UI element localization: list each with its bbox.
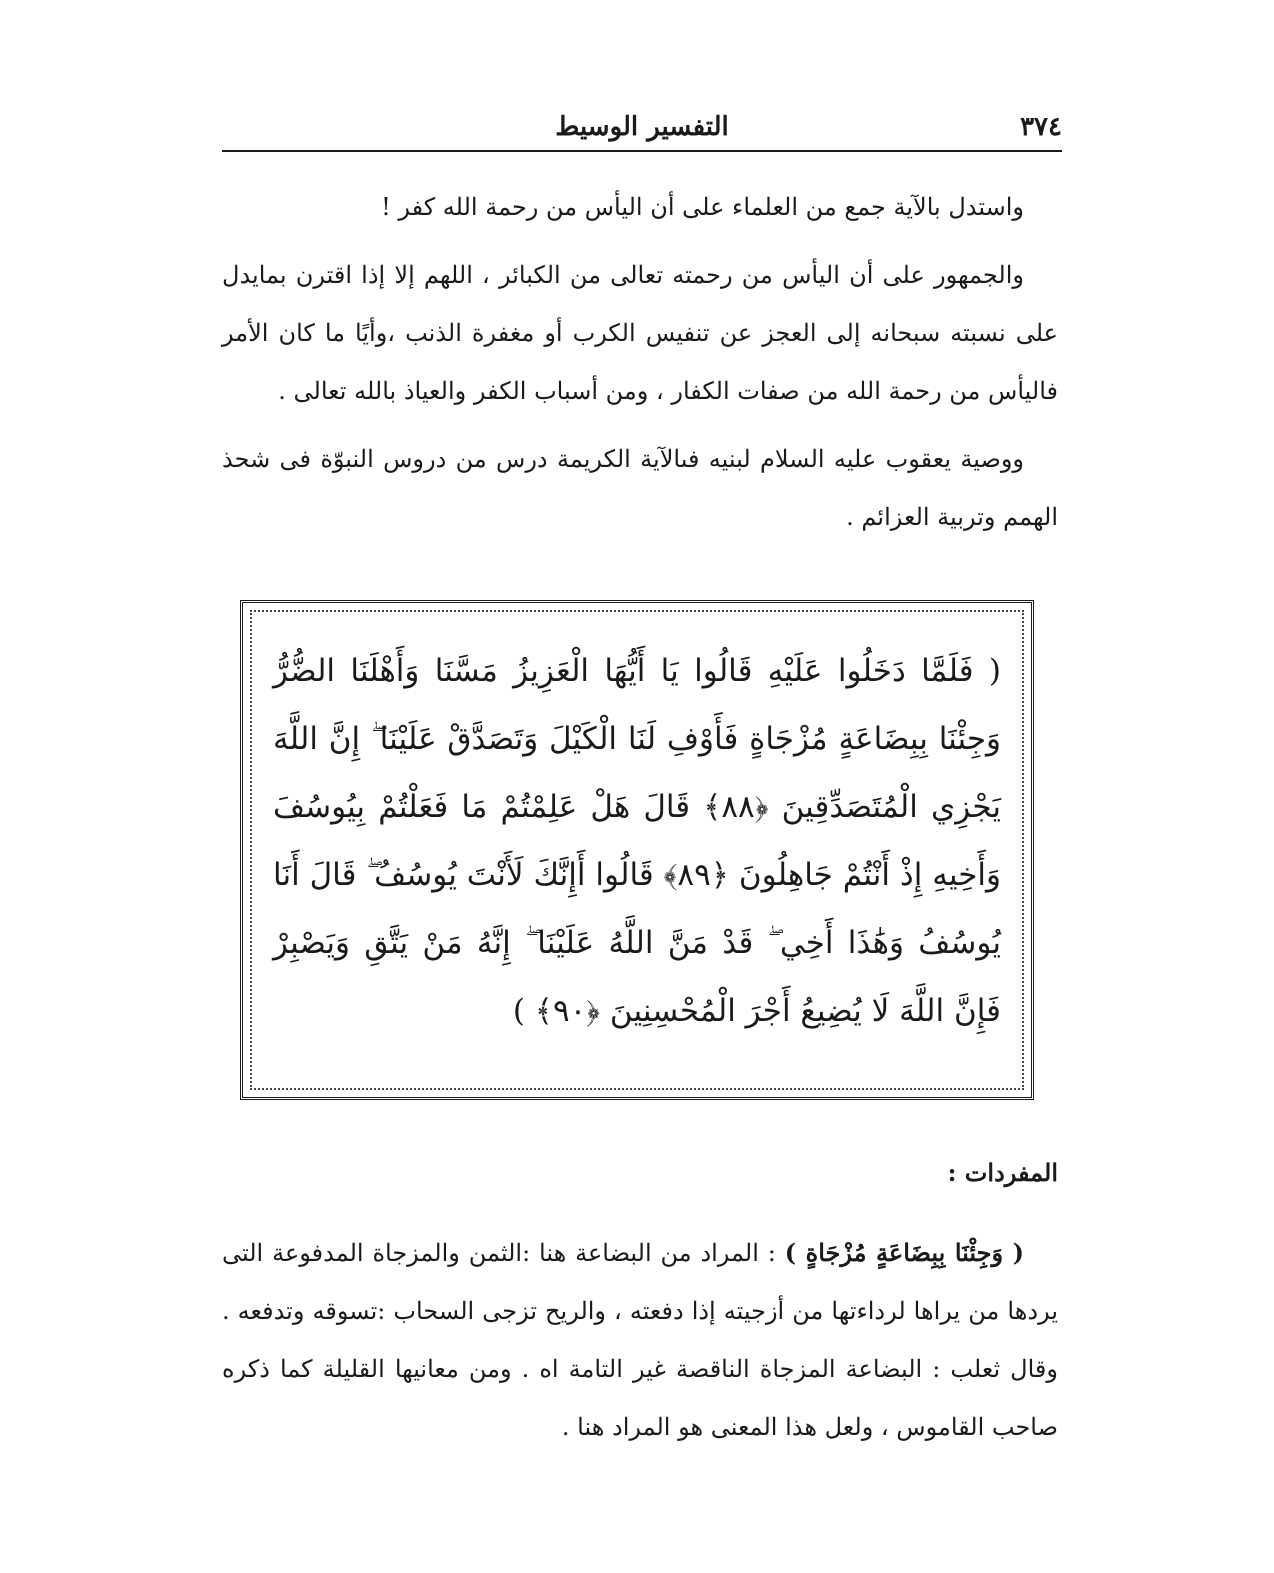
vocabulary-entry — [222, 1224, 1058, 1456]
vocabulary-heading: المفردات : — [947, 1158, 1058, 1187]
intro-paragraph-1: واستدل بالآية جمع من العلماء على أن اليأس من رحمة الله كفر ! — [381, 193, 1024, 221]
vocabulary-section — [222, 1224, 1058, 1456]
page-header — [222, 108, 1062, 146]
vocabulary-explanation: : المراد من البضاعة هنا :الثمن والمزجاة المدفوعة التى يردها من يراها لرداءتها من أزجيته إذا دفعته ، والريح تزجى السحاب :تسوقه وتدفعه . وقال ثعلب : البضاعة المزجاة الناقصة غير التامة اه . ومن معانيها القليلة كما ذكره صاحب القاموس ، ولعل هذا المعنى هو المراد هنا . — [222, 1239, 1058, 1441]
header-divider — [222, 150, 1062, 152]
intro-paragraph-2: والجمهور على أن اليأس من رحمته تعالى من الكبائر ، اللهم إلا إذا اقترن بمايدل على نسبته سبحانه إلى العجز عن تنفيس الكرب أو مغفرة الذنب ،وأيًا ما كان الأمر فاليأس من رحمة الله من صفات الكفار ، ومن أسباب الكفر والعياذ بالله تعالى . — [222, 261, 1058, 405]
book-title: التفسير الوسيط — [555, 112, 729, 142]
quran-verse-frame — [240, 600, 1034, 1100]
intro-paragraph-3: ووصية يعقوب عليه السلام لبنيه فىالآية الكريمة درس من دروس النبوّة فى شحذ الهمم وتربية العزائم . — [222, 445, 1058, 531]
page-number: ٣٧٤ — [1020, 112, 1062, 142]
quran-verse-text: ( فَلَمَّا دَخَلُوا عَلَيْهِ قَالُوا يَا أَيُّهَا الْعَزِيزُ مَسَّنَا وَأَهْلَنَا الضُّرُّ وَجِئْنَا بِبِضَاعَةٍ مُزْجَاةٍ فَأَوْفِ لَنَا الْكَيْلَ وَتَصَدَّقْ عَلَيْنَا ۖ إِنَّ اللَّهَ يَجْزِي الْمُتَصَدِّقِينَ ﴿٨٨﴾ قَالَ هَلْ عَلِمْتُمْ مَا فَعَلْتُمْ بِيُوسُفَ وَأَخِيهِ إِذْ أَنْتُمْ جَاهِلُونَ ﴿٨٩﴾ قَالُوا أَإِنَّكَ لَأَنْتَ يُوسُفُ ۖ قَالَ أَنَا يُوسُفُ وَهَٰذَا أَخِي ۖ قَدْ مَنَّ اللَّهُ عَلَيْنَا ۖ إِنَّهُ مَنْ يَتَّقِ وَيَصْبِرْ فَإِنَّ اللَّهَ لَا يُضِيعُ أَجْرَ الْمُحْسِنِينَ ﴿٩٠﴾ ) — [273, 653, 1001, 1029]
vocabulary-keyword: ( وَجِئْنَا بِبِضَاعَةٍ مُزْجَاةٍ ) — [784, 1238, 1024, 1267]
intro-section — [222, 178, 1058, 556]
